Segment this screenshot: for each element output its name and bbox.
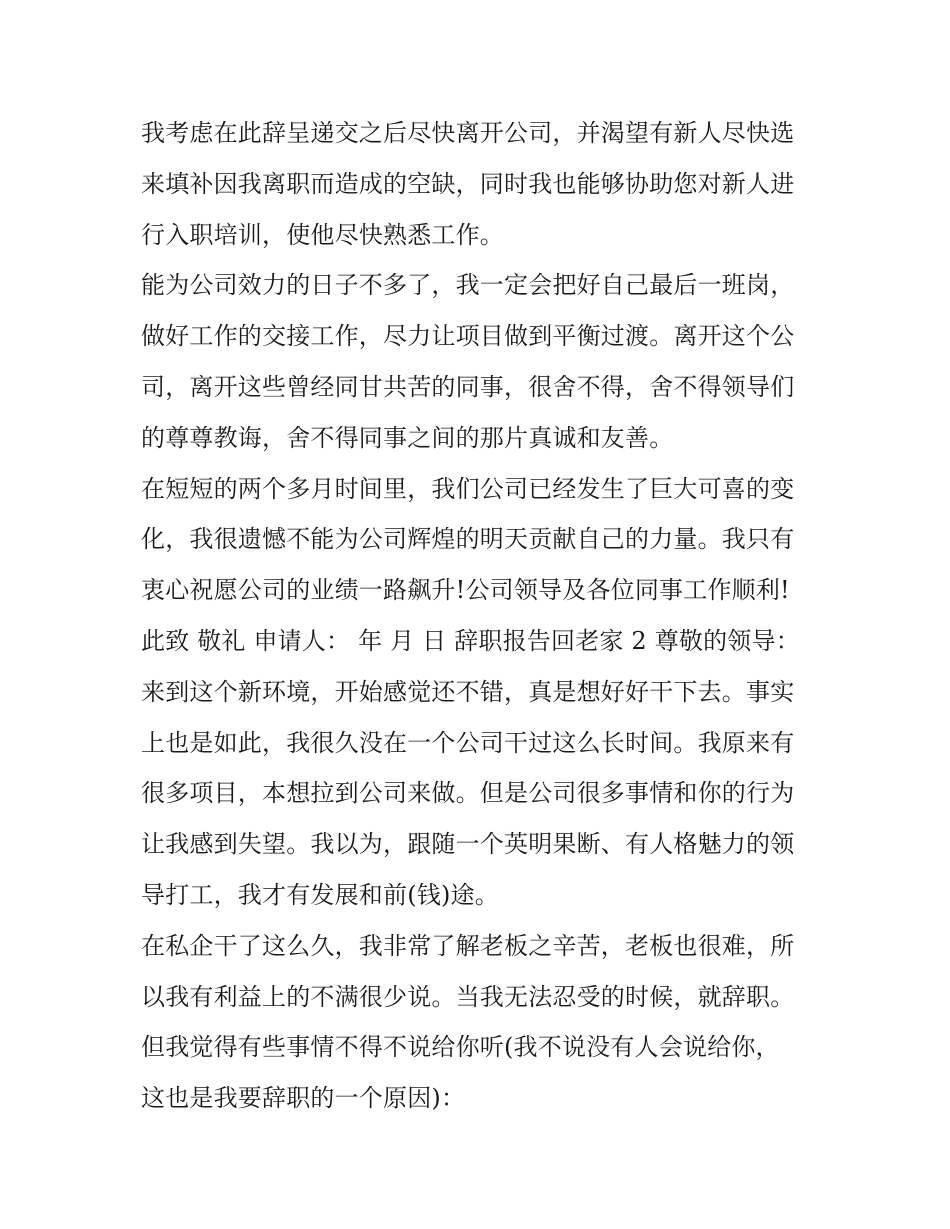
text-line: 以我有利益上的不满很少说。当我无法忍受的时候，就辞职。 (141, 982, 795, 1011)
text-line: 来填补因我离职而造成的空缺，同时我也能够协助您对新人进 (141, 169, 795, 198)
text-line: 但我觉得有些事情不得不说给你听(我不说没有人会说给你， (141, 1033, 780, 1062)
text-line: 上也是如此，我很久没在一个公司干过这么长时间。我原来有 (141, 728, 795, 757)
text-line: 衷心祝愿公司的业绩一路飙升!公司领导及各位同事工作顺利! (141, 576, 790, 605)
text-line: 化，我很遗憾不能为公司辉煌的明天贡献自己的力量。我只有 (141, 525, 795, 554)
text-line: 来到这个新环境，开始感觉还不错，真是想好好干下去。事实 (141, 677, 795, 706)
text-line: 我考虑在此辞呈递交之后尽快离开公司，并渴望有新人尽快选 (141, 119, 795, 147)
text-line: 的尊尊教诲，舍不得同事之间的那片真诚和友善。 (141, 423, 674, 452)
text-line: 在短短的两个多月时间里，我们公司已经发生了巨大可喜的变 (141, 474, 795, 503)
letter-body (141, 108, 821, 1124)
text-line: 做好工作的交接工作，尽力让项目做到平衡过渡。离开这个公 (141, 322, 795, 351)
text-line: 行入职培训，使他尽快熟悉工作。 (141, 220, 504, 249)
text-line: 司，离开这些曾经同甘共苦的同事，很舍不得，舍不得领导们 (141, 372, 795, 401)
text-line: 导打工，我才有发展和前(钱)途。 (141, 880, 499, 909)
text-line: 很多项目，本想拉到公司来做。但是公司很多事情和你的行为 (141, 779, 795, 808)
text-line: 此致 敬礼 申请人： 年 月 日 辞职报告回老家 2 尊敬的领导： (141, 626, 800, 655)
text-line: 让我感到失望。我以为，跟随一个英明果断、有人格魅力的领 (141, 830, 795, 859)
text-line: 能为公司效力的日子不多了，我一定会把好自己最后一班岗， (141, 271, 795, 300)
text-line: 在私企干了这么久，我非常了解老板之辛苦，老板也很难，所 (141, 931, 795, 960)
text-line: 这也是我要辞职的一个原因)： (141, 1084, 466, 1113)
